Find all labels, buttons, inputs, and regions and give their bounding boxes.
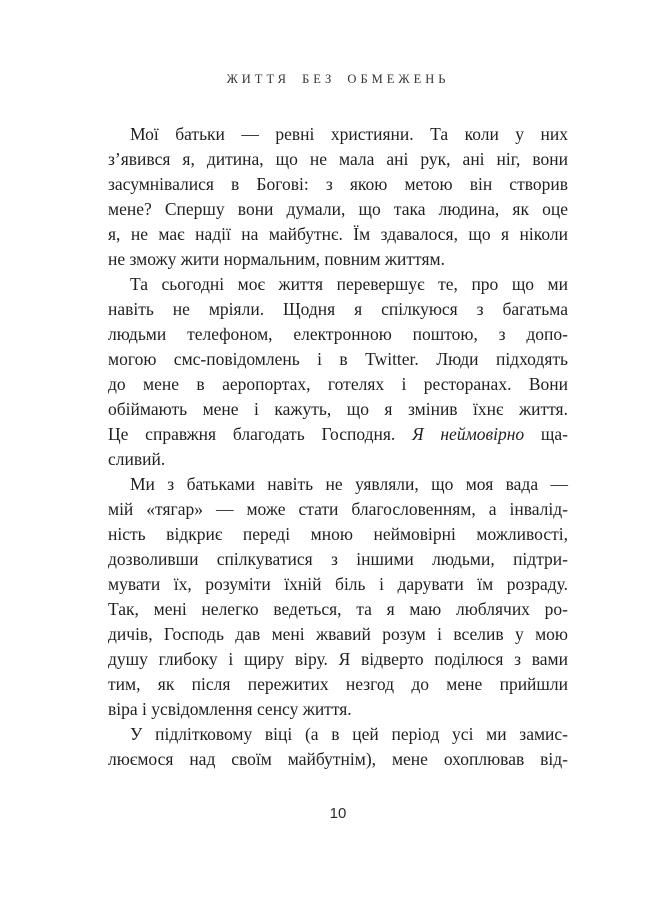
text-line [108,222,568,247]
text-segment: я, не має надії на майбутнє. Їм здавалося, що я ніколи [108,224,568,244]
text-segment: Це справжня благодать Господня. [108,424,413,444]
text-segment: дичів, Господь дав мені жвавий розум і вселив у мою [108,624,568,644]
text-line [108,547,568,572]
text-line [108,172,568,197]
text-segment: дозволивши спілкуватися з іншими людьми, підтри- [108,549,568,569]
text-segment: сливий. [108,449,166,469]
text-segment: не зможу жити нормальним, повним життям. [108,249,445,269]
text-line [108,747,568,772]
text-segment: У підлітковому віці (а в цей період усі ми замис- [130,724,568,744]
running-header: ЖИТТЯ БЕЗ ОБМЕЖЕНЬ [226,72,450,86]
text-segment: віра і усвідомлення сенсу життя. [108,699,352,719]
text-segment: люємося над своїм майбутнім), мене охоплював від- [108,749,568,769]
text-segment: Та сьогодні моє життя перевершує те, про що ми [130,274,568,294]
text-line [108,322,568,347]
paragraph [108,122,568,272]
text-line [108,147,568,172]
text-segment: могою смс-повідомлень і в Twitter. Люди підходять [108,349,568,369]
text-segment: тим, як після пережитих незгод до мене прийшли [108,674,568,694]
emphasized-text: Я неймовірно [412,424,525,444]
text-segment: мій «тягар» — може стати благословенням, а інвалід- [108,499,568,519]
text-segment: навіть не мріяли. Щодня я спілкуюся з багатьма [108,299,568,319]
text-segment: ща- [524,424,568,444]
text-line [108,247,568,272]
page-number: 10 [329,805,347,822]
text-line [108,422,568,447]
text-line [108,372,568,397]
text-segment: мене? Спершу вони думали, що така людина, як оце [108,199,568,219]
text-segment: мувати їх, розуміти їхній біль і дарувати їм розраду. [108,574,568,594]
text-segment: з’явився я, дитина, що не мала ані рук, ані ніг, вони [108,149,568,169]
text-segment: Ми з батьками навіть не уявляли, що моя вада — [130,474,568,494]
text-segment: засумнівалися в Богові: з якою метою він створив [108,174,568,194]
text-line [108,697,568,722]
paragraph [108,272,568,472]
text-line [108,272,568,297]
text-line [108,122,568,147]
text-line [108,297,568,322]
text-line [108,397,568,422]
text-line [108,447,568,472]
text-line [108,572,568,597]
text-segment: обіймають мене і кажуть, що я змінив їхнє життя. [108,399,568,419]
text-segment: ність відкриє переді мною неймовірні можливості, [108,524,568,544]
paragraph [108,722,568,772]
text-segment: душу глибоку і щиру віру. Я відверто поділюся з вами [108,649,568,669]
text-line [108,647,568,672]
text-line [108,197,568,222]
text-line [108,497,568,522]
text-segment: до мене в аеропортах, готелях і ресторанах. Вони [108,374,568,394]
text-line [108,597,568,622]
text-line [108,622,568,647]
text-segment: Мої батьки — ревні християни. Та коли у них [130,124,568,144]
text-segment: Так, мені нелегко ведеться, та я маю люблячих ро- [108,599,568,619]
text-line [108,522,568,547]
text-line [108,347,568,372]
paragraph [108,472,568,722]
text-line [108,472,568,497]
text-line [108,672,568,697]
body-text [108,122,568,772]
text-segment: людьми телефоном, електронною поштою, з допо- [108,324,568,344]
text-line [108,722,568,747]
